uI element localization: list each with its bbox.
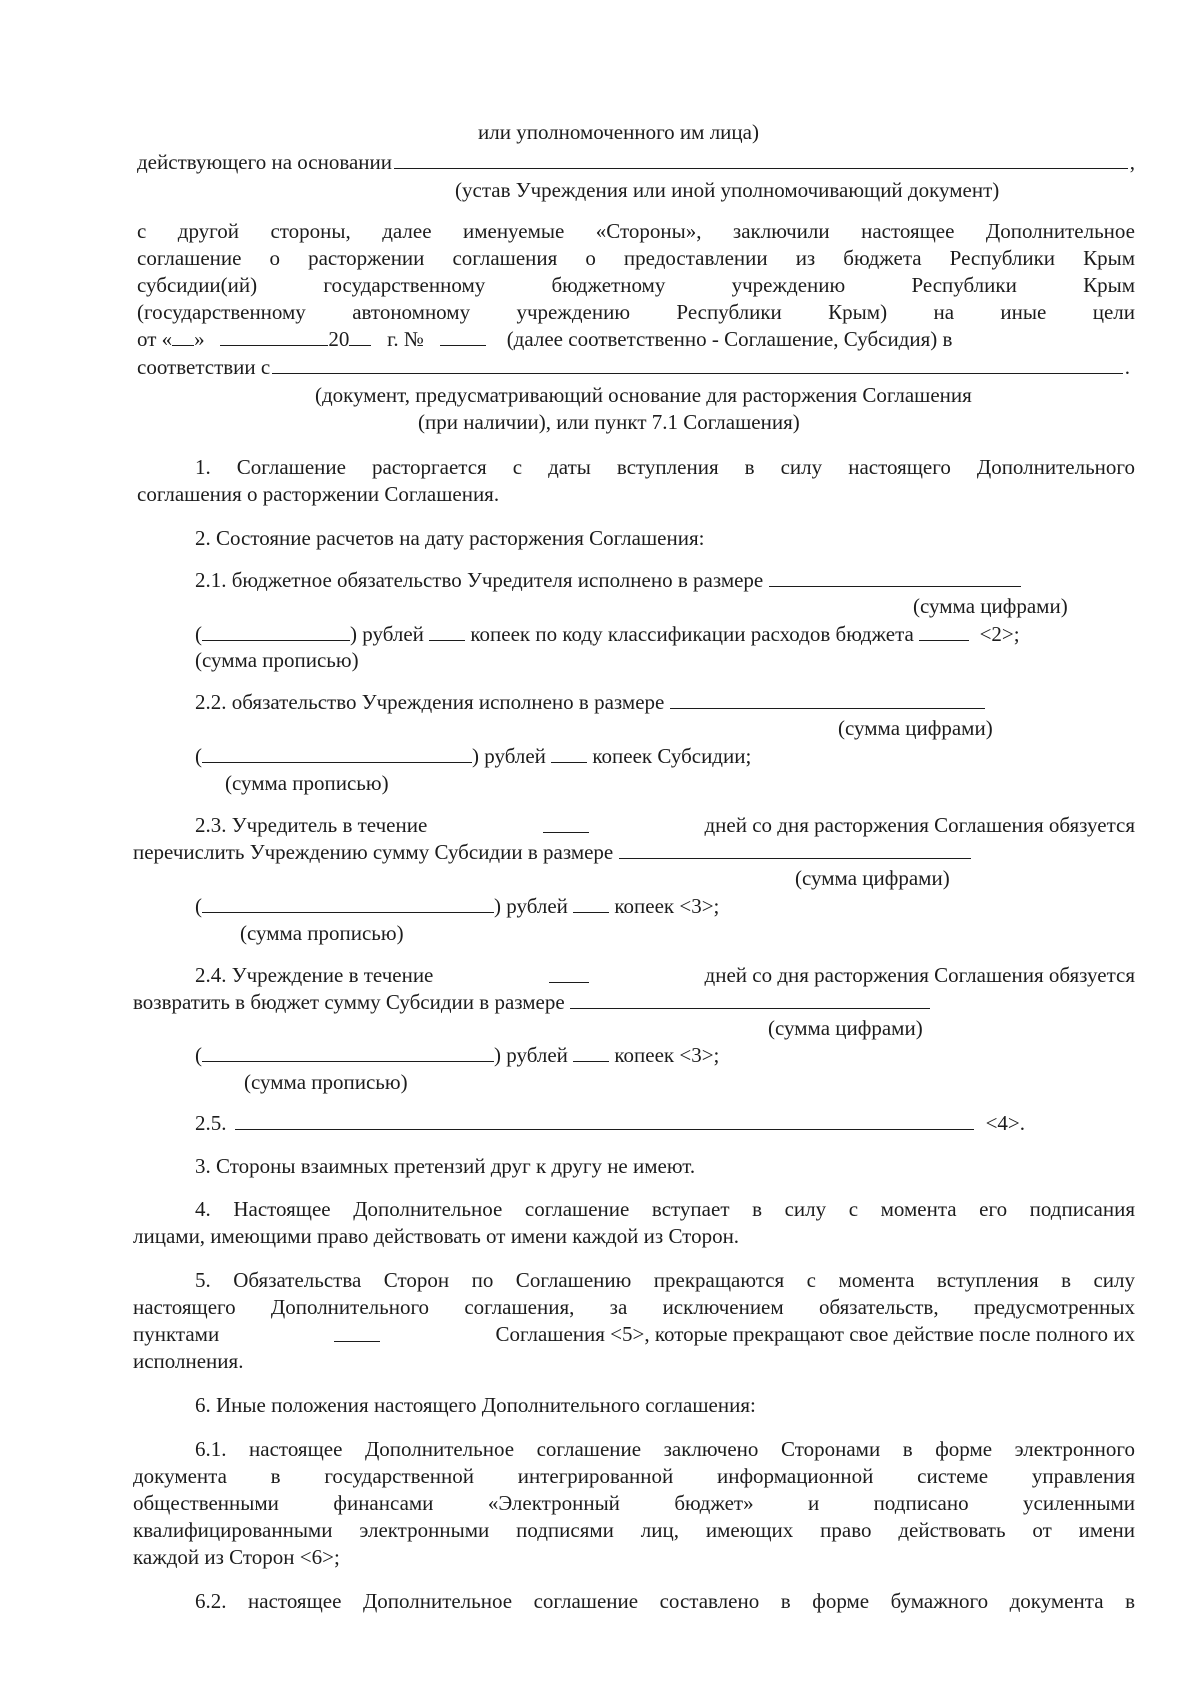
clause-5-line-1: 5. Обязательства Сторон по Соглашению прекращаются с момента вступления в силу [195, 1268, 1135, 1292]
clause-2-2-caption-words: (сумма прописью) [225, 771, 389, 795]
days-blank[interactable] [549, 964, 589, 983]
clause-6-1-line-4: квалифицированными электронными подписями лиц, имеющих право действовать от имени [133, 1518, 1135, 1542]
clause-6-1-line-3: общественными финансами «Электронный бюджет» и подписано усиленными [133, 1491, 1135, 1515]
clause-6: 6. Иные положения настоящего Дополнительного соглашения: [195, 1393, 756, 1417]
kopecks-blank[interactable] [429, 622, 465, 641]
amount-words-blank[interactable] [202, 1043, 494, 1062]
preamble-line-1: с другой стороны, далее именуемые «Стороны», заключили настоящее Дополнительное [137, 219, 1135, 243]
amount-digits-blank[interactable] [769, 568, 1021, 587]
preamble-caption-2: (при наличии), или пункт 7.1 Соглашения) [418, 410, 800, 434]
preamble-line-6: соответствии с . [137, 355, 1130, 379]
preamble-line-3: субсидии(ий) государственному бюджетному учреждению Республики Крым [137, 273, 1135, 297]
kopecks-blank[interactable] [573, 1043, 609, 1062]
points-blank[interactable] [334, 1323, 380, 1342]
preamble-line-2: соглашение о расторжении соглашения о предоставлении из бюджета Республики Крым [137, 246, 1135, 270]
clause-1-line-2: соглашения о расторжении Соглашения. [137, 482, 500, 506]
clause-2-1-caption-words: (сумма прописью) [195, 648, 359, 672]
clause-4-line-1: 4. Настоящее Дополнительное соглашение вступает в силу с момента его подписания [195, 1197, 1135, 1221]
kopecks-blank[interactable] [551, 744, 587, 763]
clause-1-line-1: 1. Соглашение расторгается с даты вступления в силу настоящего Дополнительного [195, 455, 1135, 479]
clause-2-2-line-2: ( ) рублей копеек Субсидии; [195, 744, 752, 768]
clause-6-1-line-1: 6.1. настоящее Дополнительное соглашение заключено Сторонами в форме электронного [195, 1437, 1135, 1461]
clause-2-5: 2.5. <4>. [195, 1111, 1025, 1135]
preamble-caption-1: (документ, предусматривающий основание для расторжения Соглашения [315, 383, 972, 407]
header-caption: или уполномоченного им лица) [478, 120, 759, 144]
amount-words-blank[interactable] [202, 894, 494, 913]
clause-6-1-line-5: каждой из Сторон <6>; [133, 1545, 340, 1569]
amount-digits-blank[interactable] [570, 990, 930, 1009]
clause-2-3-line-2: перечислить Учреждению сумму Субсидии в размере [133, 840, 971, 865]
days-blank[interactable] [543, 814, 589, 833]
clause-2-2-line-1: 2.2. обязательство Учреждения исполнено в размере [195, 690, 985, 715]
month-blank[interactable] [220, 327, 328, 346]
amount-words-blank[interactable] [202, 622, 350, 641]
classification-code-blank[interactable] [919, 622, 969, 641]
clause-6-1-line-2: документа в государственной интегрированной информационной системе управления [133, 1464, 1135, 1488]
clause-2-3-caption-digits: (сумма цифрами) [795, 866, 950, 890]
number-blank[interactable] [440, 327, 486, 346]
day-blank[interactable] [172, 327, 194, 346]
basis-document-blank[interactable] [272, 355, 1123, 374]
clause-2-3-line-3: ( ) рублей копеек <3>; [195, 894, 720, 918]
clause-5-line-4: исполнения. [133, 1349, 244, 1373]
preamble-line-5: от « » 20 г. № (далее соответственно - Соглашение, Субсидия) в [137, 327, 953, 351]
amount-digits-blank[interactable] [619, 840, 971, 859]
clause-2-4-caption-digits: (сумма цифрами) [768, 1016, 923, 1040]
clause-2-4-line-2: возвратить в бюджет сумму Субсидии в размере [133, 990, 930, 1015]
clause-2-3-line-1: 2.3. Учредитель в течение дней со дня расторжения Соглашения обязуется [195, 813, 1135, 837]
clause-6-2-line-1: 6.2. настоящее Дополнительное соглашение составлено в форме бумажного документа в [195, 1589, 1135, 1613]
clause-2-2-caption-digits: (сумма цифрами) [838, 716, 993, 740]
clause-2-1-line-2: ( ) рублей копеек по коду классификации расходов бюджета <2>; [195, 622, 1020, 646]
clause-2-1-caption-digits: (сумма цифрами) [913, 594, 1068, 618]
clause-4-line-2: лицами, имеющими право действовать от имени каждой из Сторон. [133, 1224, 740, 1248]
clause-2: 2. Состояние расчетов на дату расторжения Соглашения: [195, 526, 705, 550]
amount-digits-blank[interactable] [670, 690, 985, 709]
clause-2-1-line-1: 2.1. бюджетное обязательство Учредителя исполнено в размере [195, 568, 1021, 593]
year-blank[interactable] [349, 327, 371, 346]
clause-2-5-blank[interactable] [235, 1111, 974, 1130]
clause-5-line-3: пунктами Соглашения <5>, которые прекращают свое действие после полного их [133, 1322, 1135, 1346]
basis-line: действующего на основании , [137, 150, 1135, 174]
basis-blank[interactable] [394, 150, 1128, 169]
clause-2-3-caption-words: (сумма прописью) [240, 921, 404, 945]
basis-caption: (устав Учреждения или иной уполномочивающий документ) [455, 178, 1000, 202]
clause-3: 3. Стороны взаимных претензий друг к другу не имеют. [195, 1154, 696, 1178]
clause-5-line-2: настоящего Дополнительного соглашения, за исключением обязательств, предусмотренных [133, 1295, 1135, 1319]
kopecks-blank[interactable] [573, 894, 609, 913]
clause-2-4-caption-words: (сумма прописью) [244, 1070, 408, 1094]
clause-2-4-line-1: 2.4. Учреждение в течение дней со дня расторжения Соглашения обязуется [195, 963, 1135, 987]
clause-2-4-line-3: ( ) рублей копеек <3>; [195, 1043, 720, 1067]
preamble-line-4: (государственному автономному учреждению Республики Крым) на иные цели [137, 300, 1135, 324]
basis-label: действующего на основании [137, 150, 393, 174]
amount-words-blank[interactable] [202, 744, 472, 763]
